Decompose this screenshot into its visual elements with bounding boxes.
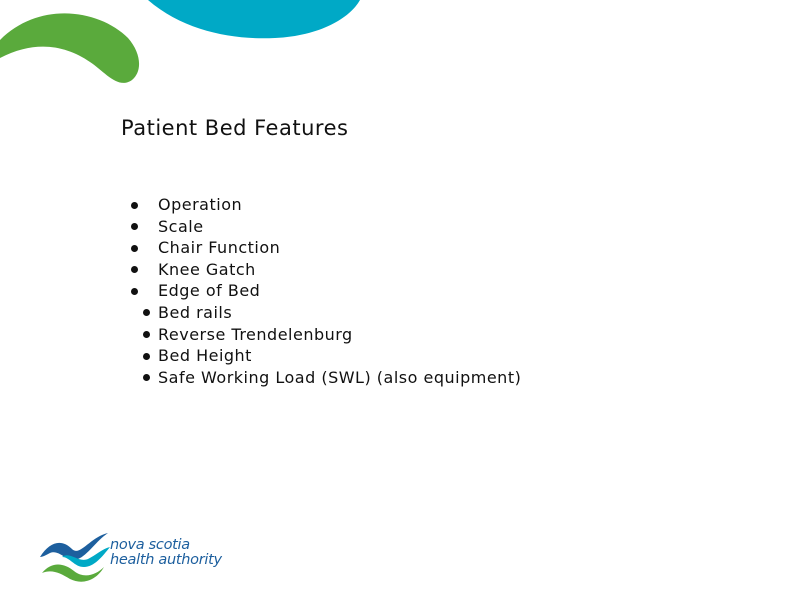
logo-line-1: nova scotia [110,537,190,553]
bullet-icon [143,353,150,360]
bullet-icon [131,266,138,273]
bullet-icon [143,309,150,316]
bullet-icon [131,288,138,295]
green-swoosh-shape [0,13,139,83]
list-item-text: Scale [158,216,204,236]
list-item-text: Operation [158,195,243,214]
list-item-text: Reverse Trendelenburg [158,324,353,344]
list-item-text: Bed rails [158,302,233,322]
slide-title: Patient Bed Features [121,116,349,140]
list-item-text: Knee Gatch [158,259,256,279]
logo-line-2: health authority [110,552,222,568]
list-item-text: Edge of Bed [158,281,261,301]
list-item-text: Chair Function [158,238,281,258]
nova-scotia-health-waves-icon [38,527,110,583]
list-item-text: Bed Height [158,346,252,366]
logo-wordmark [110,538,222,568]
bullet-icon [131,223,138,230]
bullet-icon [131,245,138,252]
bullet-icon [131,202,138,209]
bullet-icon [143,331,150,338]
bullet-icon [143,374,150,381]
nova-scotia-health-logo [38,527,228,583]
teal-arc-shape [148,0,360,38]
list-item-text: Safe Working Load (SWL) (also equipment) [158,367,522,387]
